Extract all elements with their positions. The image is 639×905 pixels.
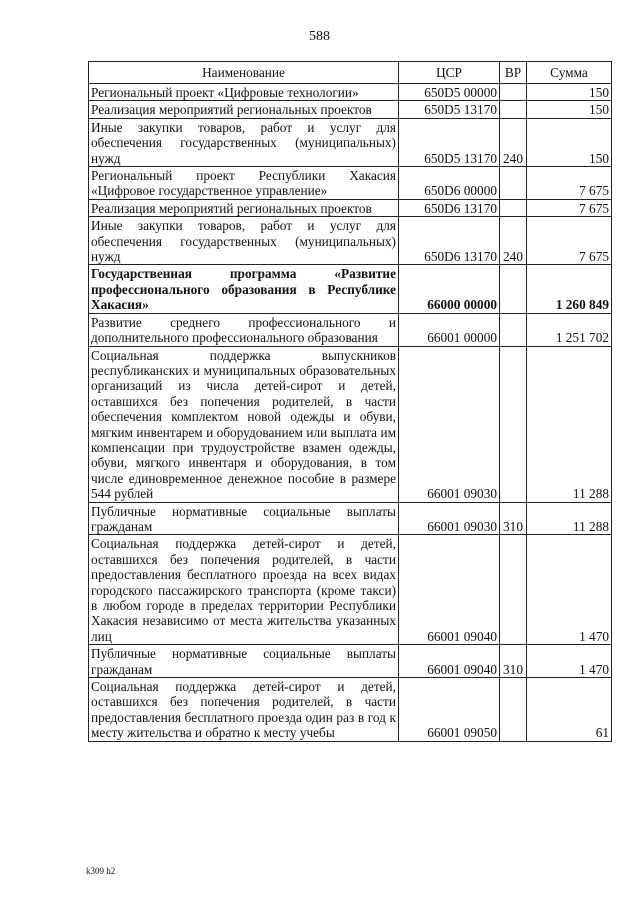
row-csr: 66001 09040	[399, 645, 500, 678]
row-vr	[500, 101, 527, 118]
header-vr: ВР	[500, 62, 527, 84]
table-row	[89, 678, 612, 742]
row-csr: 650D5 00000	[399, 84, 500, 101]
table-row	[89, 101, 612, 118]
row-csr: 650D6 13170	[399, 217, 500, 265]
row-vr	[500, 678, 527, 742]
row-csr: 650D6 00000	[399, 167, 500, 200]
row-csr: 66001 09030	[399, 502, 500, 535]
row-sum: 1 470	[527, 645, 612, 678]
row-name: Социальная поддержка выпускников республиканских и муниципальных образовательных организаций из числа детей-сирот и детей, оставшихся без попечения родителей, в части обеспечения комплектом новой одежды и обуви, мягким инвентарем и оборудованием или выплата им компенсации при трудоустройстве взамен одежды, обуви, мягкого инвентаря и оборудования, в том числе единовременное денежное пособие в размере 544 рублей	[89, 346, 399, 502]
row-sum: 1 470	[527, 535, 612, 645]
row-name: Региональный проект «Цифровые технологии»	[89, 84, 399, 101]
table-row	[89, 199, 612, 216]
row-name: Реализация мероприятий региональных проектов	[89, 101, 399, 118]
row-name: Социальная поддержка детей-сирот и детей, оставшихся без попечения родителей, в части предоставления бесплатного проезда один раз в год к месту жительства и обратно к месту учебы	[89, 678, 399, 742]
row-csr: 66001 09030	[399, 346, 500, 502]
table-row	[89, 167, 612, 200]
row-csr: 66001 09050	[399, 678, 500, 742]
row-sum: 7 675	[527, 167, 612, 200]
budget-table	[88, 61, 612, 742]
row-csr: 66000 00000	[399, 265, 500, 313]
row-name: Региональный проект Республики Хакасия «Цифровое государственное управление»	[89, 167, 399, 200]
row-csr: 66001 00000	[399, 313, 500, 346]
table-row-program	[89, 265, 612, 313]
row-sum: 150	[527, 84, 612, 101]
row-vr	[500, 265, 527, 313]
row-sum: 11 288	[527, 502, 612, 535]
row-name: Публичные нормативные социальные выплаты гражданам	[89, 645, 399, 678]
header-sum: Сумма	[527, 62, 612, 84]
table-row	[89, 217, 612, 265]
row-sum: 7 675	[527, 199, 612, 216]
row-csr: 650D5 13170	[399, 101, 500, 118]
table-row	[89, 535, 612, 645]
row-sum: 1 251 702	[527, 313, 612, 346]
row-sum: 7 675	[527, 217, 612, 265]
row-csr: 650D5 13170	[399, 118, 500, 166]
row-vr	[500, 313, 527, 346]
row-vr	[500, 84, 527, 101]
row-sum: 150	[527, 101, 612, 118]
table-row	[89, 645, 612, 678]
table-header-row	[89, 62, 612, 84]
row-vr	[500, 346, 527, 502]
table-body	[89, 84, 612, 742]
row-name: Развитие среднего профессионального и дополнительного профессионального образования	[89, 313, 399, 346]
table-row	[89, 346, 612, 502]
row-vr	[500, 199, 527, 216]
row-name: Государственная программа «Развитие профессионального образования в Республике Хакасия»	[89, 265, 399, 313]
row-sum: 61	[527, 678, 612, 742]
row-csr: 66001 09040	[399, 535, 500, 645]
row-name: Реализация мероприятий региональных проектов	[89, 199, 399, 216]
row-vr	[500, 167, 527, 200]
row-name: Социальная поддержка детей-сирот и детей, оставшихся без попечения родителей, в части предоставления бесплатного проезда на всех видах городского пассажирского транспорта (кроме такси) в любом городе в пределах территории Республики Хакасия независимо от места жительства указанных лиц	[89, 535, 399, 645]
row-vr: 310	[500, 645, 527, 678]
header-csr: ЦСР	[399, 62, 500, 84]
header-name: Наименование	[89, 62, 399, 84]
footer-code: k309 h2	[86, 866, 116, 876]
row-vr	[500, 535, 527, 645]
table-row	[89, 84, 612, 101]
row-name: Публичные нормативные социальные выплаты гражданам	[89, 502, 399, 535]
table-row	[89, 502, 612, 535]
row-name: Иные закупки товаров, работ и услуг для обеспечения государственных (муниципальных) нужд	[89, 118, 399, 166]
row-sum: 11 288	[527, 346, 612, 502]
page-number: 588	[309, 29, 330, 44]
row-vr: 310	[500, 502, 527, 535]
row-sum: 150	[527, 118, 612, 166]
table-row	[89, 118, 612, 166]
row-vr: 240	[500, 217, 527, 265]
row-sum: 1 260 849	[527, 265, 612, 313]
row-vr: 240	[500, 118, 527, 166]
table-row	[89, 313, 612, 346]
row-csr: 650D6 13170	[399, 199, 500, 216]
row-name: Иные закупки товаров, работ и услуг для обеспечения государственных (муниципальных) нужд	[89, 217, 399, 265]
